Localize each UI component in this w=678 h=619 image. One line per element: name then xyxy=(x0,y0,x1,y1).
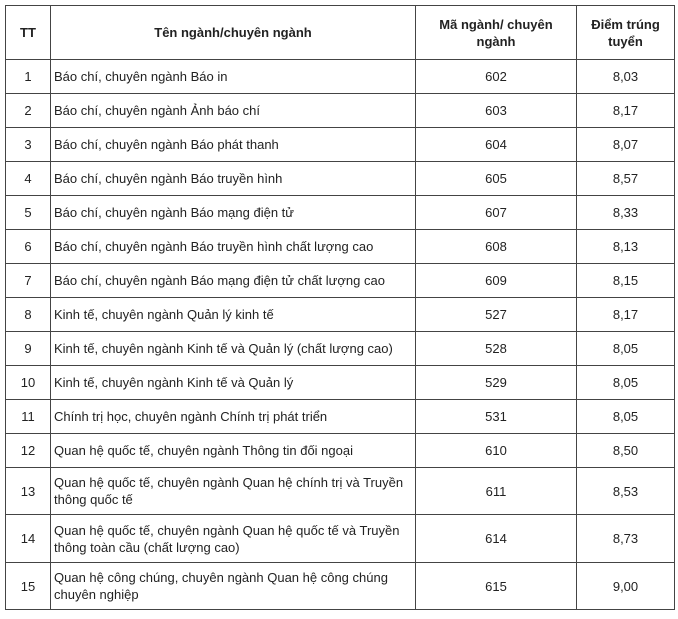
cell-tt: 9 xyxy=(6,332,51,366)
cell-tt: 7 xyxy=(6,264,51,298)
cell-tt: 3 xyxy=(6,128,51,162)
cell-code: 610 xyxy=(416,434,577,468)
cell-name: Báo chí, chuyên ngành Báo mạng điện tử xyxy=(51,196,416,230)
cell-code: 608 xyxy=(416,230,577,264)
cell-code: 527 xyxy=(416,298,577,332)
cell-name: Quan hệ quốc tế, chuyên ngành Quan hệ chính trị và Truyền thông quốc tế xyxy=(51,468,416,515)
table-row xyxy=(6,332,675,366)
cell-tt: 14 xyxy=(6,515,51,563)
cell-code: 609 xyxy=(416,264,577,298)
cell-score: 8,17 xyxy=(577,298,675,332)
table-row xyxy=(6,515,675,563)
cell-score: 8,07 xyxy=(577,128,675,162)
cell-code: 607 xyxy=(416,196,577,230)
table-row xyxy=(6,230,675,264)
table-header-row xyxy=(6,6,675,60)
table-row xyxy=(6,128,675,162)
cell-name: Quan hệ công chúng, chuyên ngành Quan hệ công chúng chuyên nghiệp xyxy=(51,563,416,610)
admission-scores-table xyxy=(5,5,675,610)
cell-score: 8,50 xyxy=(577,434,675,468)
cell-name: Kinh tế, chuyên ngành Kinh tế và Quản lý (chất lượng cao) xyxy=(51,332,416,366)
cell-code: 602 xyxy=(416,60,577,94)
cell-name: Báo chí, chuyên ngành Báo phát thanh xyxy=(51,128,416,162)
header-score: Điểm trúng tuyển xyxy=(577,6,675,60)
cell-name: Báo chí, chuyên ngành Báo in xyxy=(51,60,416,94)
cell-score: 8,57 xyxy=(577,162,675,196)
cell-tt: 12 xyxy=(6,434,51,468)
cell-score: 8,73 xyxy=(577,515,675,563)
table-row xyxy=(6,264,675,298)
cell-code: 528 xyxy=(416,332,577,366)
table-row xyxy=(6,298,675,332)
table-row xyxy=(6,366,675,400)
cell-score: 8,33 xyxy=(577,196,675,230)
cell-code: 604 xyxy=(416,128,577,162)
cell-score: 8,13 xyxy=(577,230,675,264)
cell-name: Báo chí, chuyên ngành Báo truyền hình xyxy=(51,162,416,196)
cell-code: 611 xyxy=(416,468,577,515)
cell-name: Kinh tế, chuyên ngành Kinh tế và Quản lý xyxy=(51,366,416,400)
cell-tt: 13 xyxy=(6,468,51,515)
cell-score: 8,15 xyxy=(577,264,675,298)
cell-score: 8,17 xyxy=(577,94,675,128)
cell-name: Kinh tế, chuyên ngành Quản lý kinh tế xyxy=(51,298,416,332)
table-row xyxy=(6,196,675,230)
cell-code: 529 xyxy=(416,366,577,400)
cell-tt: 10 xyxy=(6,366,51,400)
table-row xyxy=(6,162,675,196)
cell-tt: 5 xyxy=(6,196,51,230)
table-row xyxy=(6,400,675,434)
cell-tt: 6 xyxy=(6,230,51,264)
cell-name: Báo chí, chuyên ngành Báo mạng điện tử chất lượng cao xyxy=(51,264,416,298)
cell-tt: 11 xyxy=(6,400,51,434)
table-row xyxy=(6,94,675,128)
cell-score: 8,53 xyxy=(577,468,675,515)
cell-name: Báo chí, chuyên ngành Báo truyền hình chất lượng cao xyxy=(51,230,416,264)
table-row xyxy=(6,434,675,468)
header-name: Tên ngành/chuyên ngành xyxy=(51,6,416,60)
cell-code: 614 xyxy=(416,515,577,563)
cell-score: 8,05 xyxy=(577,332,675,366)
cell-score: 8,05 xyxy=(577,366,675,400)
cell-tt: 1 xyxy=(6,60,51,94)
cell-code: 605 xyxy=(416,162,577,196)
cell-code: 603 xyxy=(416,94,577,128)
cell-name: Báo chí, chuyên ngành Ảnh báo chí xyxy=(51,94,416,128)
cell-tt: 4 xyxy=(6,162,51,196)
cell-code: 531 xyxy=(416,400,577,434)
header-code: Mã ngành/ chuyên ngành xyxy=(416,6,577,60)
cell-score: 9,00 xyxy=(577,563,675,610)
cell-score: 8,03 xyxy=(577,60,675,94)
cell-tt: 15 xyxy=(6,563,51,610)
cell-name: Chính trị học, chuyên ngành Chính trị phát triển xyxy=(51,400,416,434)
table-row xyxy=(6,60,675,94)
cell-name: Quan hệ quốc tế, chuyên ngành Thông tin đối ngoại xyxy=(51,434,416,468)
cell-tt: 8 xyxy=(6,298,51,332)
cell-tt: 2 xyxy=(6,94,51,128)
header-tt: TT xyxy=(6,6,51,60)
table-row xyxy=(6,468,675,515)
table-row xyxy=(6,563,675,610)
cell-name: Quan hệ quốc tế, chuyên ngành Quan hệ quốc tế và Truyền thông toàn cầu (chất lượng cao) xyxy=(51,515,416,563)
cell-score: 8,05 xyxy=(577,400,675,434)
cell-code: 615 xyxy=(416,563,577,610)
